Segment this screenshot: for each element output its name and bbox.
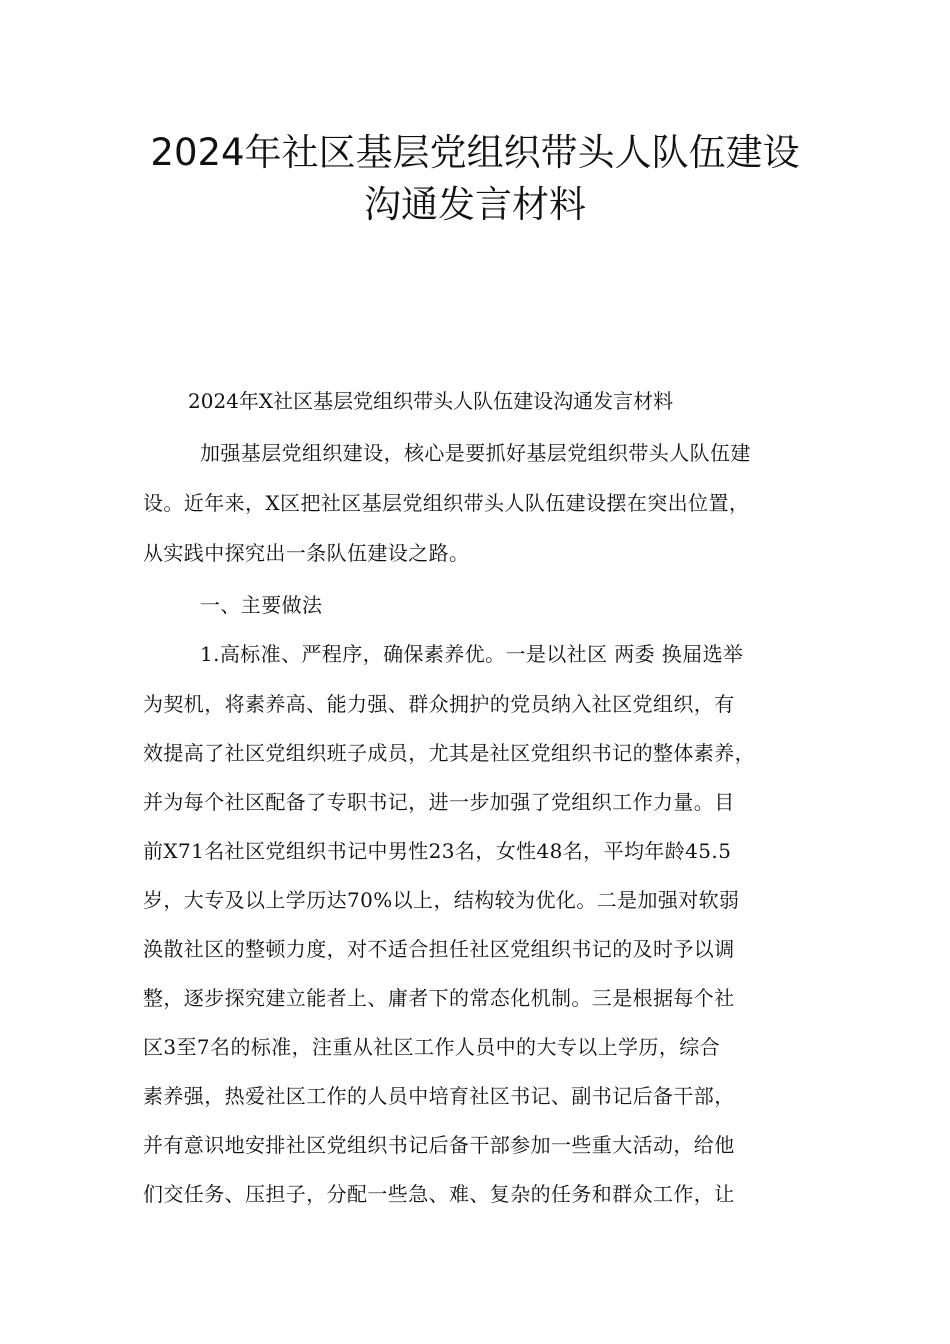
paragraph-line: 1.高标准、严程序，确保素养优。一是以社区 两委 换届选举 [200, 642, 744, 666]
paragraph-line: 为契机，将素养高、能力强、群众拥护的党员纳入社区党组织，有 [143, 692, 735, 716]
paragraph-line: 整，逐步探究建立能者上、庸者下的常态化机制。三是根据每个社 [143, 986, 735, 1010]
paragraph-line: 并有意识地安排社区党组织书记后备干部参加一些重大活动，给他 [143, 1133, 735, 1157]
paragraph-line: 并为每个社区配备了专职书记，进一步加强了党组织工作力量。目 [143, 790, 735, 814]
section-heading: 一、主要做法 [200, 593, 323, 617]
paragraph-line: 素养强，热爱社区工作的人员中培育社区书记、副书记后备干部， [143, 1084, 735, 1108]
paragraph-line: 岁，大专及以上学历达70%以上，结构较为优化。二是加强对软弱 [143, 888, 740, 912]
paragraph-line: 前X71名社区党组织书记中男性23名，女性48名，平均年龄45.5 [143, 839, 732, 863]
paragraph-line: 涣散社区的整顿力度，对不适合担任社区党组织书记的及时予以调 [143, 937, 735, 961]
paragraph-line: 区3至7名的标准，注重从社区工作人员中的大专以上学历，综合 [143, 1035, 721, 1059]
document-title-line-1: 2024年社区基层党组织带头人队伍建设 [150, 131, 800, 174]
document-subtitle: 2024年X社区基层党组织带头人队伍建设沟通发言材料 [188, 389, 674, 413]
paragraph-line: 效提高了社区党组织班子成员，尤其是社区党组织书记的整体素养， [143, 741, 755, 765]
paragraph-line: 设。近年来，X区把社区基层党组织带头人队伍建设摆在突出位置， [143, 491, 750, 515]
paragraph-line: 们交任务、压担子，分配一些急、难、复杂的任务和群众工作，让 [143, 1182, 735, 1206]
paragraph-line: 加强基层党组织建设，核心是要抓好基层党组织带头人队伍建 [200, 441, 751, 465]
paragraph-line: 从实践中探究出一条队伍建设之路。 [143, 541, 470, 565]
document-title-line-2: 沟通发言材料 [364, 183, 586, 226]
